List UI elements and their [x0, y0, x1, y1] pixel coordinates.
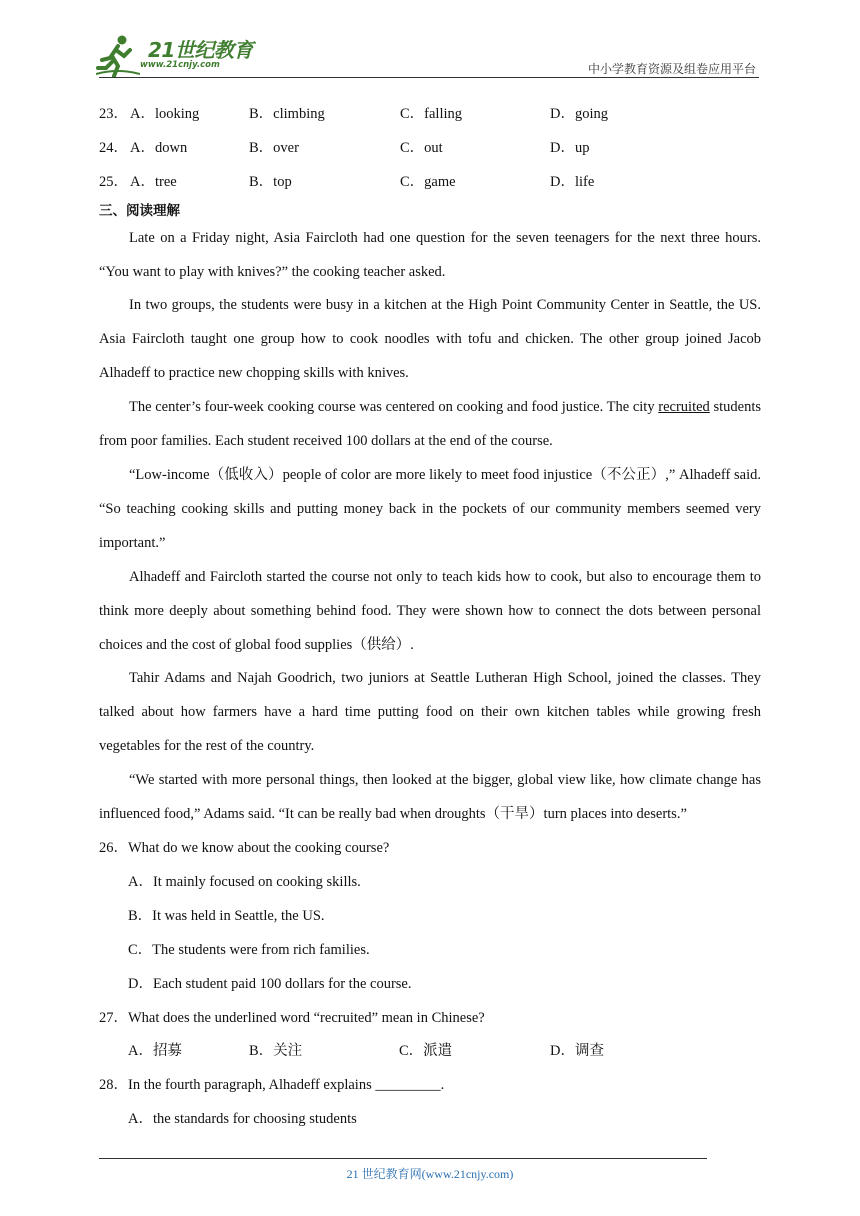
question-24-options: [99, 132, 761, 166]
option-c: C．falling: [400, 106, 463, 122]
option-c: C．out: [400, 139, 443, 156]
option-a: A．tree: [130, 173, 177, 190]
passage-paragraph: Tahir Adams and Najah Goodrich, two juniors at Seattle Lutheran High School, joined the classes. They talked about how farmers have a hard time putting food on their own kitchen tables while growing fresh vegetables for the rest of the country.: [99, 670, 761, 755]
option-d: D．调查: [550, 1043, 604, 1060]
question-23-options: [99, 98, 761, 132]
platform-name: 中小学教育资源及组卷应用平台: [587, 62, 756, 76]
answer-option: A．the standards for choosing students: [128, 1111, 357, 1128]
option-a: A．down: [130, 139, 188, 156]
footer-divider: [99, 1158, 707, 1159]
answer-option: D．Each student paid 100 dollars for the course.: [128, 975, 412, 992]
passage-paragraph: “Low-income（低收入）people of color are more likely to meet food injustice（不公正）,” Alhadeff said. “So teaching cooking skills and putting money back in the pockets of our community members seemed very important.”: [99, 467, 761, 551]
option-a: A．looking: [130, 106, 200, 122]
question-26: 26．What do we know about the cooking course?: [99, 839, 390, 856]
passage-paragraph: Late on a Friday night, Asia Faircloth had one question for the seven teenagers for the next three hours. “You want to play with knives?” the cooking teacher asked.: [99, 229, 761, 280]
answer-option: A．It mainly focused on cooking skills.: [128, 873, 361, 890]
section-title: 三、阅读理解: [99, 202, 180, 219]
footer-text: 21 世纪教育网(www.21cnjy.com): [346, 1167, 514, 1181]
paragraph-text: students from poor families. Each student received 100 dollars at the end of the course.: [99, 399, 761, 450]
answer-option: C．The students were from rich families.: [128, 941, 370, 958]
option-a: A．招募: [128, 1043, 182, 1060]
option-c: C．game: [400, 173, 456, 190]
underlined-word: recruited: [658, 399, 710, 416]
option-b: B．top: [249, 173, 292, 190]
header-divider: [99, 77, 759, 78]
site-logo: [96, 34, 256, 78]
logo-url: www.21cnjy.com: [140, 60, 220, 70]
option-c: C．派遣: [399, 1043, 453, 1060]
passage-paragraph: Alhadeff and Faircloth started the course not only to teach kids how to cook, but also to encourage them to think more deeply about something behind food. They were shown how to connect the dots between personal choices and the cost of global food supplies（供给）.: [99, 568, 761, 653]
page-header: [0, 0, 860, 80]
option-b: B．over: [249, 139, 299, 156]
question-number: 23．: [99, 106, 128, 122]
runner-icon: [96, 34, 140, 78]
option-d: D．going: [550, 106, 608, 122]
passage-paragraph: In two groups, the students were busy in a kitchen at the High Point Community Center in Seattle, the US. Asia Faircloth taught one group how to cook noodles with tofu and chicken. The other group joined Jacob Alhadeff to practice new chopping skills with knives.: [99, 297, 761, 382]
logo-text: 21世纪教育: [148, 38, 253, 62]
question-number: 24．: [99, 139, 128, 156]
answer-option: B．It was held in Seattle, the US.: [128, 907, 325, 924]
passage-paragraph: [99, 391, 761, 459]
option-b: B．climbing: [249, 106, 325, 122]
passage-paragraph: “We started with more personal things, then looked at the bigger, global view like, how climate change has influenced food,” Adams said. “It can be really bad when droughts（干旱）turn places into deserts.”: [99, 772, 761, 823]
question-27-options: [99, 1035, 761, 1069]
paragraph-text: The center’s four-week cooking course was centered on cooking and food justice. The city: [129, 399, 659, 416]
question-25-options: [99, 166, 761, 200]
option-b: B．关注: [249, 1043, 303, 1060]
question-27: 27．What does the underlined word “recruited” mean in Chinese?: [99, 1009, 485, 1026]
option-d: D．up: [550, 139, 590, 156]
question-number: 25．: [99, 173, 128, 190]
document-body: [99, 98, 761, 1137]
question-28: 28．In the fourth paragraph, Alhadeff explains _________.: [99, 1077, 445, 1094]
option-d: D．life: [550, 173, 595, 190]
